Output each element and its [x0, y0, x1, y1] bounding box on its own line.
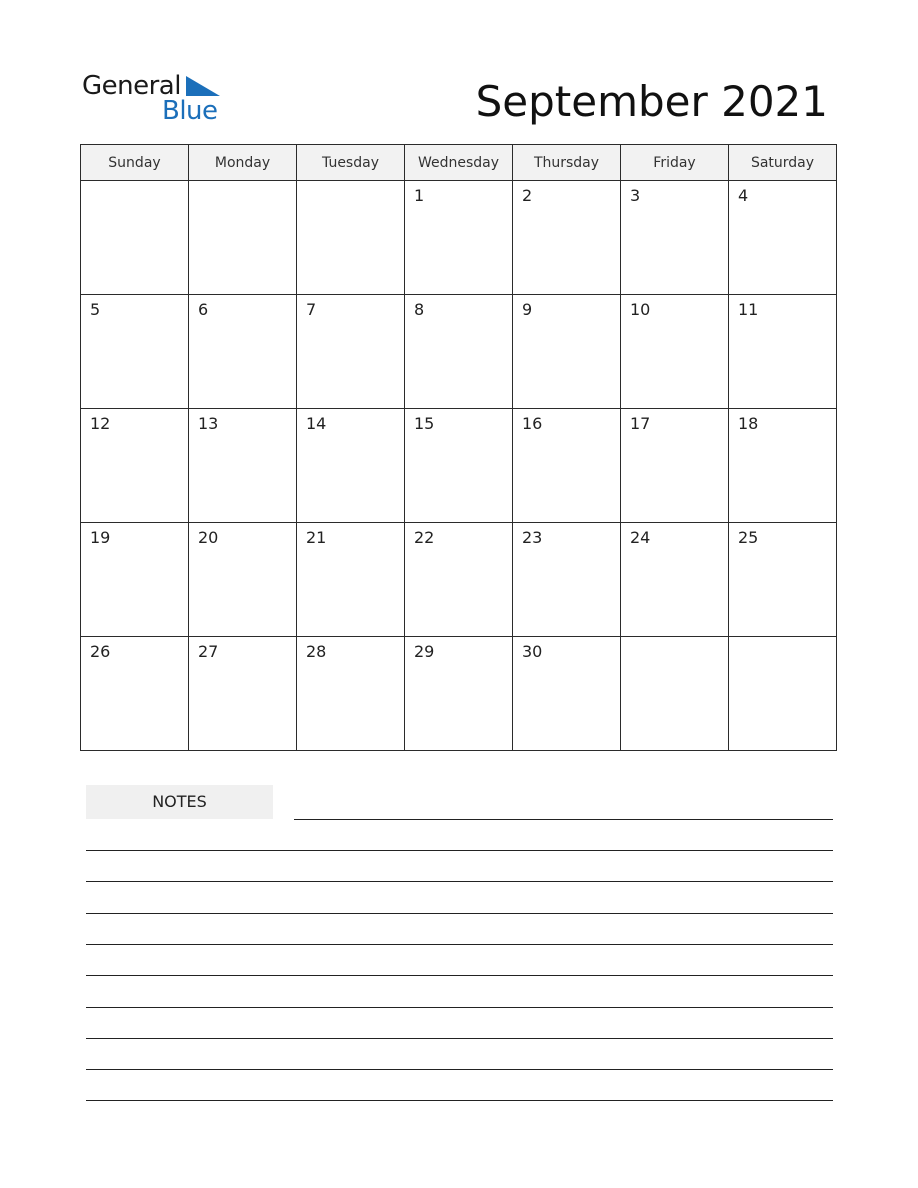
- day-cell: [81, 295, 189, 409]
- day-cell: [513, 409, 621, 523]
- day-number: 20: [198, 528, 219, 547]
- day-number: [621, 637, 728, 642]
- note-line: [86, 944, 833, 945]
- day-cell: [189, 409, 297, 523]
- day-cell: [81, 409, 189, 523]
- weekday-header: Monday: [189, 145, 297, 181]
- day-number: [297, 181, 404, 186]
- day-cell: [621, 409, 729, 523]
- page-title: September 2021: [475, 77, 828, 126]
- weekday-header: Friday: [621, 145, 729, 181]
- day-cell: [405, 181, 513, 295]
- day-number: 15: [414, 414, 435, 433]
- day-number: 5: [90, 300, 101, 319]
- day-cell: [189, 523, 297, 637]
- day-number: 2: [522, 186, 533, 205]
- day-cell: [513, 181, 621, 295]
- day-number: 23: [522, 528, 543, 547]
- day-number: 13: [198, 414, 219, 433]
- day-number: 4: [738, 186, 749, 205]
- note-line: [86, 881, 833, 882]
- day-number: [729, 637, 836, 642]
- day-number: 12: [90, 414, 111, 433]
- weekday-header: Wednesday: [405, 145, 513, 181]
- logo-text-blue: Blue: [162, 96, 218, 126]
- logo-triangle-icon: [186, 76, 220, 96]
- note-line: [294, 819, 833, 820]
- day-cell: [621, 295, 729, 409]
- day-number: 17: [630, 414, 651, 433]
- note-line: [86, 850, 833, 851]
- day-cell: [513, 637, 621, 751]
- day-cell: [729, 637, 837, 751]
- note-line: [86, 1100, 833, 1101]
- day-cell: [405, 295, 513, 409]
- day-cell: [81, 523, 189, 637]
- day-cell: [297, 637, 405, 751]
- day-cell: [729, 523, 837, 637]
- note-line: [86, 975, 833, 976]
- week-row: [81, 523, 837, 637]
- generalblue-logo: [82, 70, 222, 126]
- calendar-grid: [80, 144, 837, 751]
- week-row: [81, 409, 837, 523]
- weekday-header: Thursday: [513, 145, 621, 181]
- day-cell: [405, 523, 513, 637]
- day-cell: [621, 523, 729, 637]
- day-cell: [729, 409, 837, 523]
- week-row: [81, 637, 837, 751]
- day-cell: [297, 523, 405, 637]
- day-cell: [81, 637, 189, 751]
- day-number: 8: [414, 300, 425, 319]
- day-cell: [189, 637, 297, 751]
- day-cell: [297, 295, 405, 409]
- day-number: 27: [198, 642, 219, 661]
- week-row: [81, 295, 837, 409]
- day-cell: [297, 181, 405, 295]
- day-number: 14: [306, 414, 327, 433]
- day-cell: [513, 523, 621, 637]
- day-cell: [81, 181, 189, 295]
- day-cell: [729, 181, 837, 295]
- day-number: 29: [414, 642, 435, 661]
- note-line: [86, 1069, 833, 1070]
- day-cell: [729, 295, 837, 409]
- day-cell: [405, 637, 513, 751]
- day-cell: [297, 409, 405, 523]
- day-number: 30: [522, 642, 543, 661]
- day-number: 19: [90, 528, 111, 547]
- day-number: 18: [738, 414, 759, 433]
- day-number: 24: [630, 528, 651, 547]
- day-number: 21: [306, 528, 327, 547]
- weekday-header-row: [81, 145, 837, 181]
- weekday-header: Tuesday: [297, 145, 405, 181]
- day-number: 1: [414, 186, 425, 205]
- day-number: 28: [306, 642, 327, 661]
- logo-text-general: General: [82, 71, 181, 101]
- note-line: [86, 1038, 833, 1039]
- day-cell: [513, 295, 621, 409]
- weekday-header: Saturday: [729, 145, 837, 181]
- day-number: 10: [630, 300, 651, 319]
- day-cell: [189, 181, 297, 295]
- note-line: [86, 1007, 833, 1008]
- day-number: 6: [198, 300, 209, 319]
- day-number: 7: [306, 300, 317, 319]
- day-number: 16: [522, 414, 543, 433]
- day-cell: [189, 295, 297, 409]
- week-row: [81, 181, 837, 295]
- day-cell: [621, 181, 729, 295]
- weekday-header: Sunday: [81, 145, 189, 181]
- day-number: 9: [522, 300, 533, 319]
- day-cell: [621, 637, 729, 751]
- day-number: 25: [738, 528, 759, 547]
- day-cell: [405, 409, 513, 523]
- day-number: 26: [90, 642, 111, 661]
- day-number: [189, 181, 296, 186]
- notes-label: NOTES: [86, 785, 273, 819]
- day-number: [81, 181, 188, 186]
- day-number: 3: [630, 186, 641, 205]
- day-number: 22: [414, 528, 435, 547]
- day-number: 11: [738, 300, 759, 319]
- note-line: [86, 913, 833, 914]
